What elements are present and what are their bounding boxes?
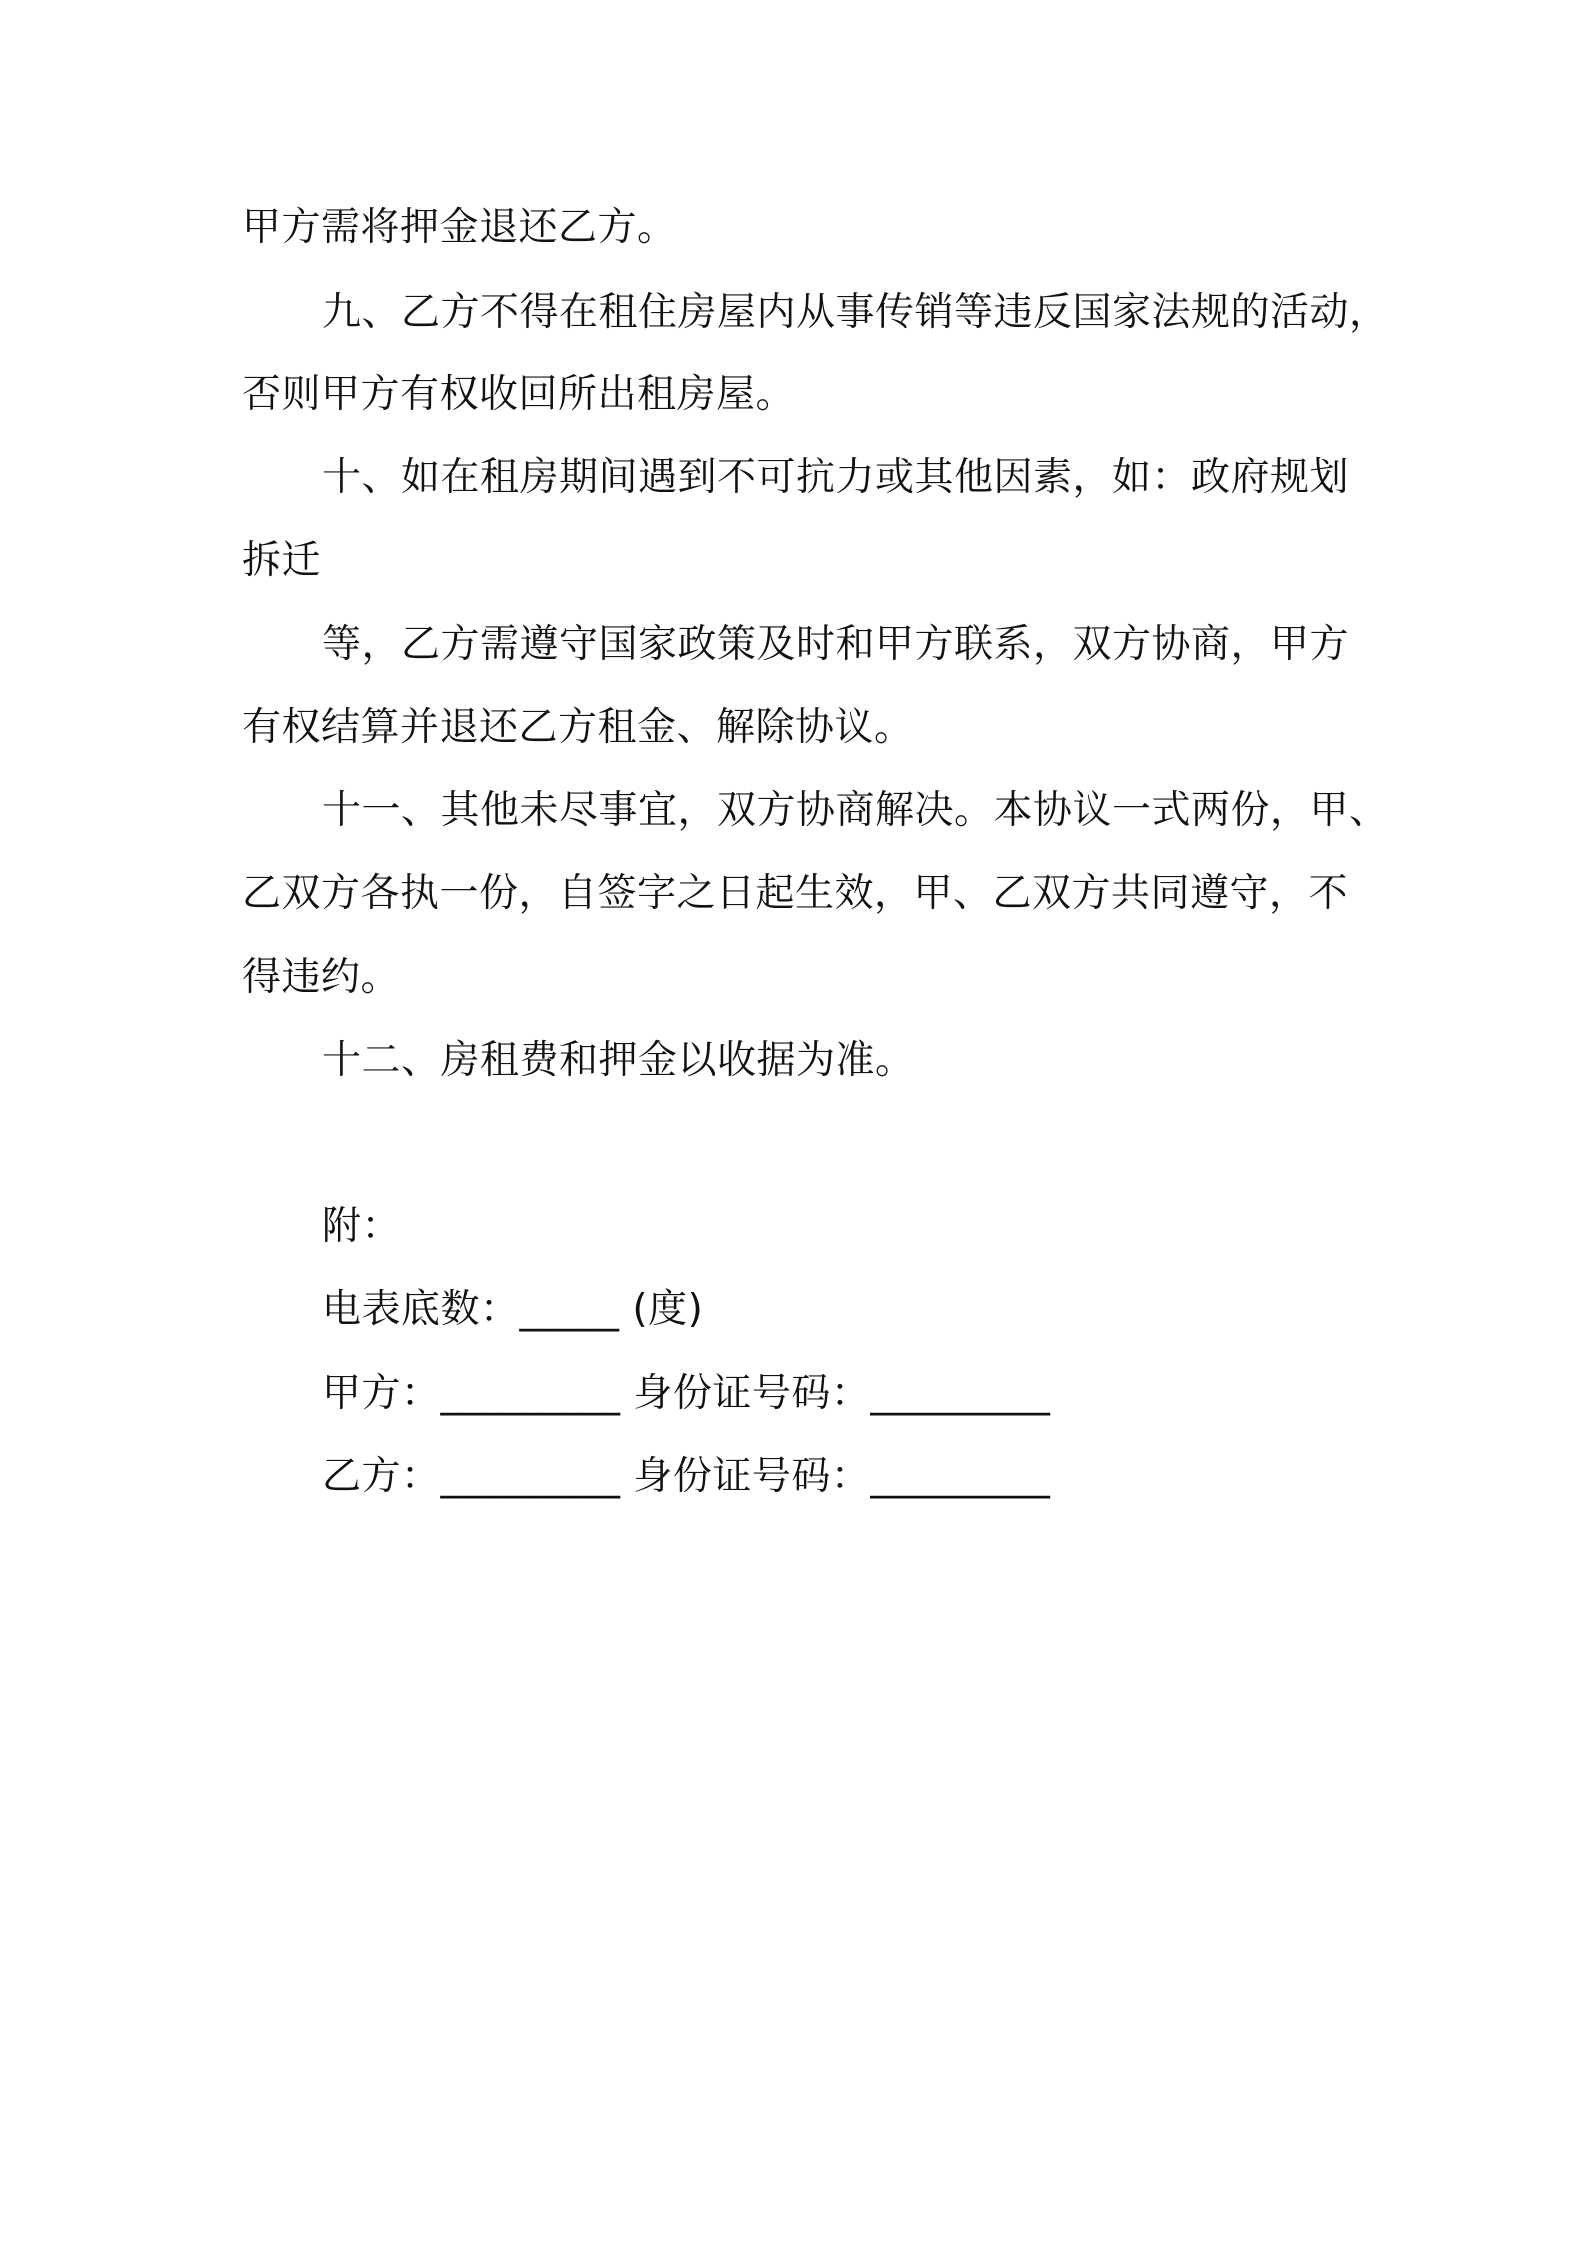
- paragraph-line: 九、乙方不得在租住房屋内从事传销等违反国家法规的活动，: [322, 290, 1389, 335]
- paragraph-line: 否则甲方有权收回所出租房屋。: [242, 372, 796, 417]
- paragraph-line: 乙双方各执一份，自签字之日起生效，甲、乙双方共同遵守，不: [242, 871, 1349, 916]
- paragraph-line: 十二、房租费和押金以收据为准。: [322, 1038, 915, 1083]
- paragraph-line: 甲方需将押金退还乙方。: [242, 205, 677, 250]
- paragraph-line: 得违约。: [242, 955, 401, 1000]
- paragraph-line: 有权结算并退还乙方租金、解除协议。: [242, 705, 914, 750]
- party-a-signature: 甲方：_________ 身份证号码：_________: [322, 1371, 1051, 1416]
- party-b-signature: 乙方：_________ 身份证号码：_________: [322, 1454, 1051, 1499]
- paragraph-line: 拆迁: [242, 538, 322, 583]
- appendix-label: 附：: [322, 1204, 402, 1249]
- paragraph-line: 十一、其他未尽事宜，双方协商解决。本协议一式两份，甲、: [322, 788, 1389, 833]
- paragraph-line: 十、如在租房期间遇到不可抗力或其他因素，如：政府规划: [322, 455, 1350, 500]
- paragraph-line: 等，乙方需遵守国家政策及时和甲方联系，双方协商，甲方: [322, 622, 1350, 667]
- electric-meter-reading: 电表底数：_____ (度): [322, 1287, 704, 1332]
